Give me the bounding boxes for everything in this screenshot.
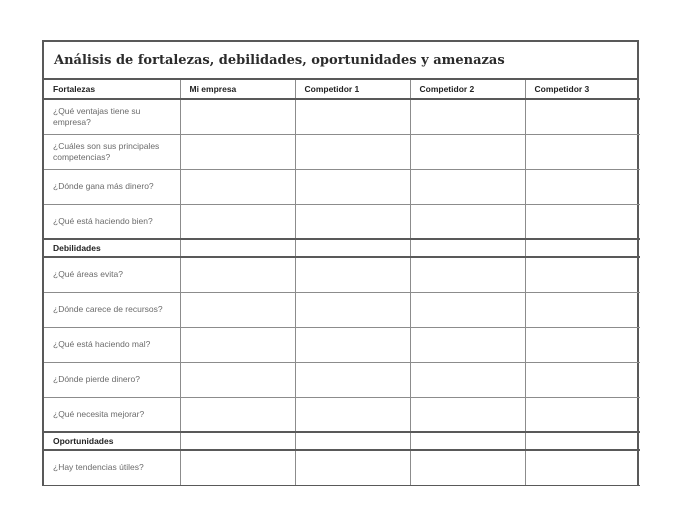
answer-cell[interactable] (180, 134, 295, 169)
table-row (44, 257, 640, 292)
section-cell (525, 239, 640, 257)
section-row-debilidades (44, 239, 640, 257)
answer-cell[interactable] (295, 257, 410, 292)
header-competidor-1: Competidor 1 (295, 80, 410, 99)
section-cell (180, 432, 295, 450)
answer-cell[interactable] (410, 134, 525, 169)
answer-cell[interactable] (180, 327, 295, 362)
answer-cell[interactable] (180, 257, 295, 292)
answer-cell[interactable] (525, 327, 640, 362)
answer-cell[interactable] (410, 257, 525, 292)
section-cell (525, 432, 640, 450)
question-label: ¿Qué ventajas tiene su empresa? (44, 99, 180, 134)
question-label: ¿Qué áreas evita? (44, 257, 180, 292)
section-row-oportunidades (44, 432, 640, 450)
answer-cell[interactable] (525, 257, 640, 292)
table-row (44, 292, 640, 327)
answer-cell[interactable] (180, 99, 295, 134)
answer-cell[interactable] (525, 292, 640, 327)
answer-cell[interactable] (410, 450, 525, 485)
document-title: Análisis de fortalezas, debilidades, oportunidades y amenazas (44, 42, 637, 80)
answer-cell[interactable] (295, 169, 410, 204)
answer-cell[interactable] (180, 397, 295, 432)
section-label: Debilidades (44, 239, 180, 257)
answer-cell[interactable] (525, 397, 640, 432)
answer-cell[interactable] (180, 362, 295, 397)
table-row (44, 204, 640, 239)
table-row (44, 397, 640, 432)
answer-cell[interactable] (410, 362, 525, 397)
section-cell (410, 432, 525, 450)
answer-cell[interactable] (525, 134, 640, 169)
answer-cell[interactable] (410, 99, 525, 134)
header-competidor-2: Competidor 2 (410, 80, 525, 99)
swot-sheet (42, 40, 639, 486)
answer-cell[interactable] (525, 169, 640, 204)
answer-cell[interactable] (295, 134, 410, 169)
answer-cell[interactable] (410, 327, 525, 362)
table-row (44, 99, 640, 134)
answer-cell[interactable] (295, 362, 410, 397)
answer-cell[interactable] (295, 450, 410, 485)
question-label: ¿Qué está haciendo bien? (44, 204, 180, 239)
section-cell (295, 239, 410, 257)
question-label: ¿Dónde pierde dinero? (44, 362, 180, 397)
answer-cell[interactable] (525, 204, 640, 239)
answer-cell[interactable] (410, 292, 525, 327)
answer-cell[interactable] (180, 292, 295, 327)
header-competidor-3: Competidor 3 (525, 80, 640, 99)
answer-cell[interactable] (180, 169, 295, 204)
table-row (44, 327, 640, 362)
header-mi-empresa: Mi empresa (180, 80, 295, 99)
question-label: ¿Dónde gana más dinero? (44, 169, 180, 204)
answer-cell[interactable] (180, 450, 295, 485)
question-label: ¿Hay tendencias útiles? (44, 450, 180, 485)
table-row (44, 362, 640, 397)
answer-cell[interactable] (410, 397, 525, 432)
answer-cell[interactable] (410, 204, 525, 239)
answer-cell[interactable] (295, 397, 410, 432)
section-cell (410, 239, 525, 257)
table-row (44, 450, 640, 485)
section-cell (180, 239, 295, 257)
question-label: ¿Dónde carece de recursos? (44, 292, 180, 327)
section-label: Oportunidades (44, 432, 180, 450)
swot-table (44, 80, 640, 486)
answer-cell[interactable] (410, 169, 525, 204)
question-label: ¿Cuáles son sus principales competencias? (44, 134, 180, 169)
answer-cell[interactable] (295, 292, 410, 327)
header-row (44, 80, 640, 99)
table-row (44, 134, 640, 169)
header-fortalezas: Fortalezas (44, 80, 180, 99)
question-label: ¿Qué está haciendo mal? (44, 327, 180, 362)
answer-cell[interactable] (525, 450, 640, 485)
answer-cell[interactable] (295, 99, 410, 134)
table-row (44, 169, 640, 204)
answer-cell[interactable] (295, 327, 410, 362)
answer-cell[interactable] (525, 99, 640, 134)
section-cell (295, 432, 410, 450)
answer-cell[interactable] (180, 204, 295, 239)
answer-cell[interactable] (525, 362, 640, 397)
question-label: ¿Qué necesita mejorar? (44, 397, 180, 432)
answer-cell[interactable] (295, 204, 410, 239)
